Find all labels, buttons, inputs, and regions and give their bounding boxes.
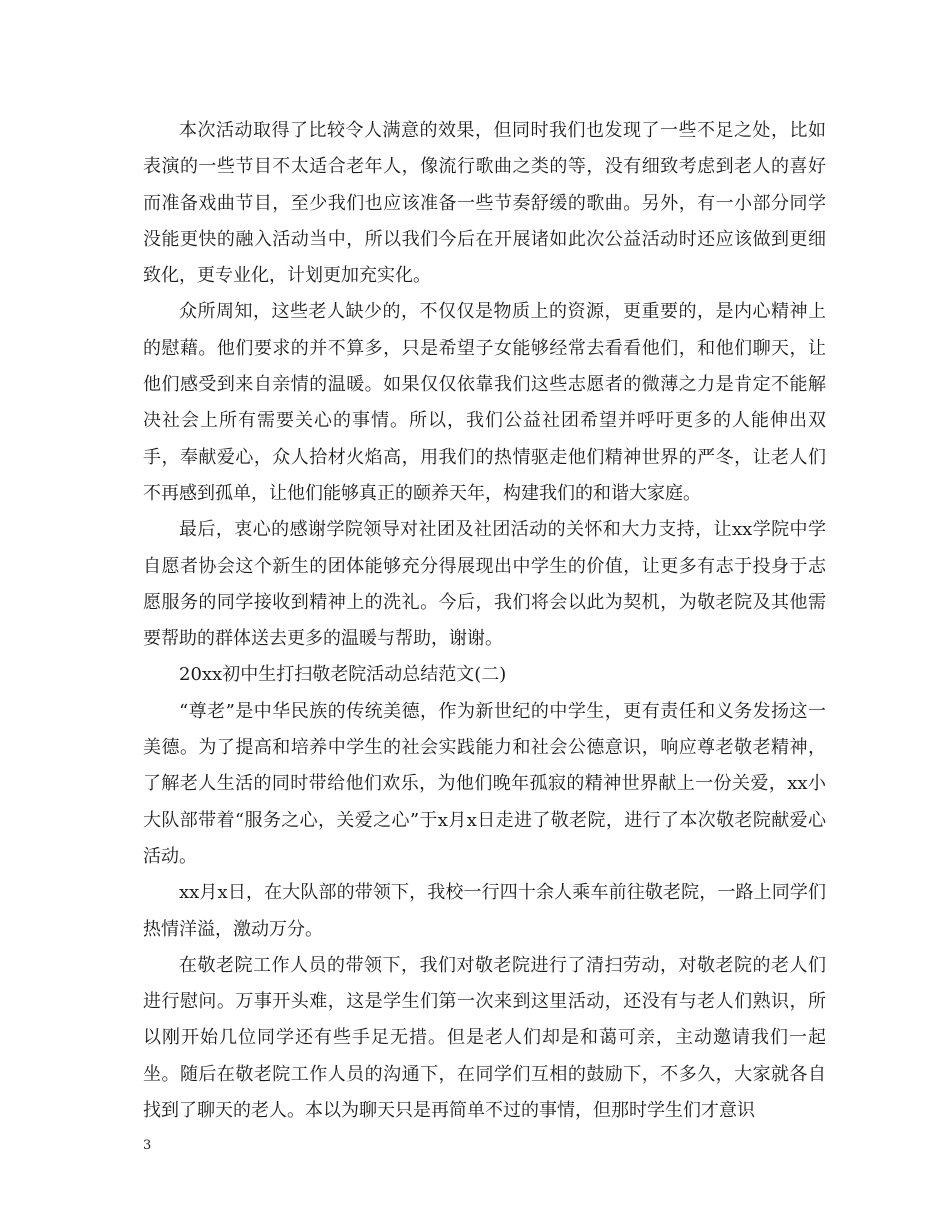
document-body: [143, 113, 826, 1129]
section-subtitle: 20xx初中生打扫敬老院活动总结范文(二): [179, 664, 507, 686]
paragraph: 最后，衷心的感谢学院领导对社团及社团活动的关怀和大力支持，让xx学院中学自愿者协会这个新生的团体能够充分得展现出中学生的价值，让更多有志于投身于志愿服务的同学接收到精神上的洗礼。今后，我们将会以此为契机，为敬老院及其他需要帮助的群体送去更多的温暖与帮助，谢谢。: [143, 519, 826, 650]
paragraph: 本次活动取得了比较令人满意的效果，但同时我们也发现了一些不足之处，比如表演的一些节目不太适合老年人，像流行歌曲之类的等，没有细致考虑到老人的喜好而准备戏曲节目，至少我们也应该准备一些节奏舒缓的歌曲。另外，有一小部分同学没能更快的融入活动当中，所以我们今后在开展诸如此次公益活动时还应该做到更细致化，更专业化，计划更加充实化。: [143, 120, 826, 287]
paragraph: xx月x日，在大队部的带领下，我校一行四十余人乘车前往敬老院，一路上同学们热情洋溢，激动万分。: [143, 882, 826, 940]
paragraph: 众所周知，这些老人缺少的，不仅仅是物质上的资源，更重要的，是内心精神上的慰藉。他们要求的并不算多，只是希望子女能够经常去看看他们，和他们聊天，让他们感受到来自亲情的温暖。如果仅仅依靠我们这些志愿者的微薄之力是肯定不能解决社会上所有需要关心的事情。所以，我们公益社团希望并呼吁更多的人能伸出双手，奉献爱心，众人拾材火焰高，用我们的热情驱走他们精神世界的严冬，让老人们不再感到孤单，让他们能够真正的颐养天年，构建我们的和谐大家庭。: [143, 301, 826, 504]
page-number: 3: [143, 1138, 152, 1153]
paragraph: “尊老”是中华民族的传统美德，作为新世纪的中学生，更有责任和义务发扬这一美德。为了提高和培养中学生的社会实践能力和社会公德意识，响应尊老敬老精神，了解老人生活的同时带给他们欢乐，为他们晚年孤寂的精神世界献上一份关爱，xx小大队部带着“服务之心，关爱之心”于x月x日走进了敬老院，进行了本次敬老院献爱心活动。: [143, 700, 826, 867]
paragraph: 在敬老院工作人员的带领下，我们对敬老院进行了清扫劳动，对敬老院的老人们进行慰问。万事开头难，这是学生们第一次来到这里活动，还没有与老人们熟识，所以刚开始几位同学还有些手足无措。但是老人们却是和蔼可亲，主动邀请我们一起坐。随后在敬老院工作人员的沟通下，在同学们互相的鼓励下，不多久，大家就各自找到了聊天的老人。本以为聊天只是再简单不过的事情，但那时学生们才意识: [143, 954, 826, 1122]
